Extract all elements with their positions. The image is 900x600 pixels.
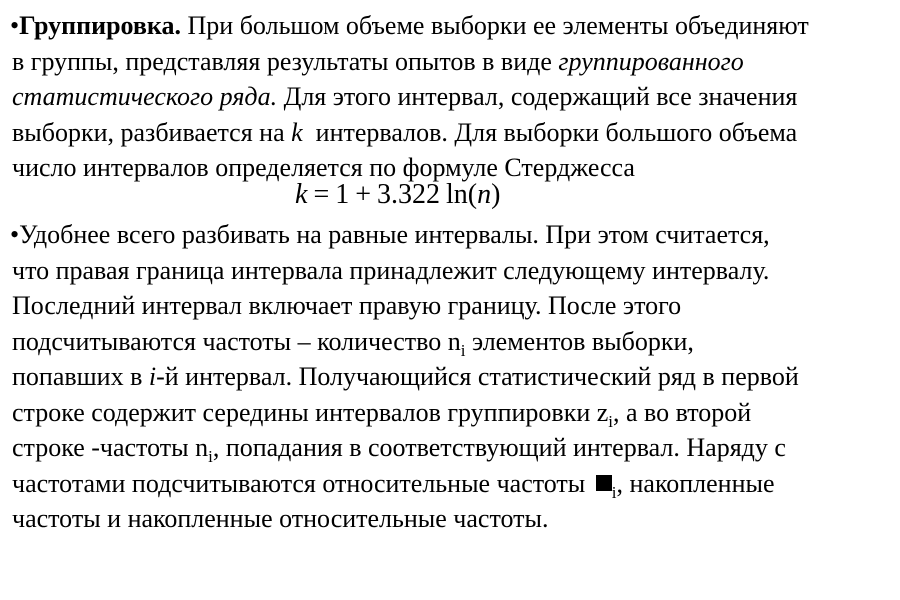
text-line: Последний интервал включает правую границу. После этого [12,291,682,320]
text-span: При большом объеме выборки ее элементы объединяют [181,11,809,40]
text-span: попавших в [12,362,149,391]
text-line [10,430,895,466]
text-span: строке содержит середины интервалов группировки z [12,397,609,427]
text-line [10,466,895,502]
text-line [10,79,895,115]
text-line [10,115,895,151]
text-line: число интервалов определяется по формуле Стерджесса [12,153,635,182]
subscript-i: i [208,447,213,466]
grouping-paragraph [10,8,895,186]
text-span: подсчитываются частоты – количество n [12,326,461,356]
black-square-icon [596,475,612,491]
formula-variable-n: n [477,179,492,210]
formula-coefficient: 3.322 [377,179,441,210]
text-span: в группы, представляя результаты опытов в виде [12,46,559,76]
text-span: интервалов. Для выборки большого объема [302,117,798,147]
text-line [10,395,895,431]
text-span: , попадания в соответствующий интервал. Наряду с [212,433,786,462]
text-line: что правая граница интервала принадлежит следующему интервалу. [12,255,770,285]
formula-one: 1 [335,179,350,210]
text-span: , а во второй [613,397,752,427]
text-span: выборки, разбивается на [12,117,292,147]
bullet: • [10,220,20,249]
subscript-i: i [608,411,614,431]
formula-equals: = [313,179,330,210]
text-span: частотами подсчитываются относительные частоты [12,468,592,498]
text-line [10,44,895,80]
bullet: • [10,11,20,40]
intervals-paragraph [10,217,895,537]
term-heading: Группировка. [19,11,182,40]
text-line: частоты и накопленные относительные частоты. [12,504,549,533]
formula-close-paren: ) [491,179,501,210]
italic-term: статистического ряда. [12,82,278,111]
formula-plus: + [355,179,372,210]
text-span: Для этого интервал, содержащий все значения [277,82,798,111]
text-line [10,324,895,360]
text-span: Удобнее всего разбивать на равные интервалы. При этом считается, [19,220,770,249]
subscript-i: i [611,482,617,502]
text-line [10,217,895,253]
formula-variable-k: k [295,179,308,210]
italic-term: группированного [558,46,744,76]
text-span: строке -частоты n [12,433,209,462]
variable-i: i [148,362,157,391]
sturges-formula [295,175,500,215]
text-span: элементов выборки, [465,326,694,356]
text-line [10,8,895,44]
variable-k: k [291,117,303,147]
text-line [10,359,895,395]
text-span: -й интервал. Получающийся статистический ряд в первой [156,362,799,391]
text-span: , накопленные [616,468,775,498]
formula-ln: ln( [446,179,478,210]
subscript-i: i [460,340,466,360]
